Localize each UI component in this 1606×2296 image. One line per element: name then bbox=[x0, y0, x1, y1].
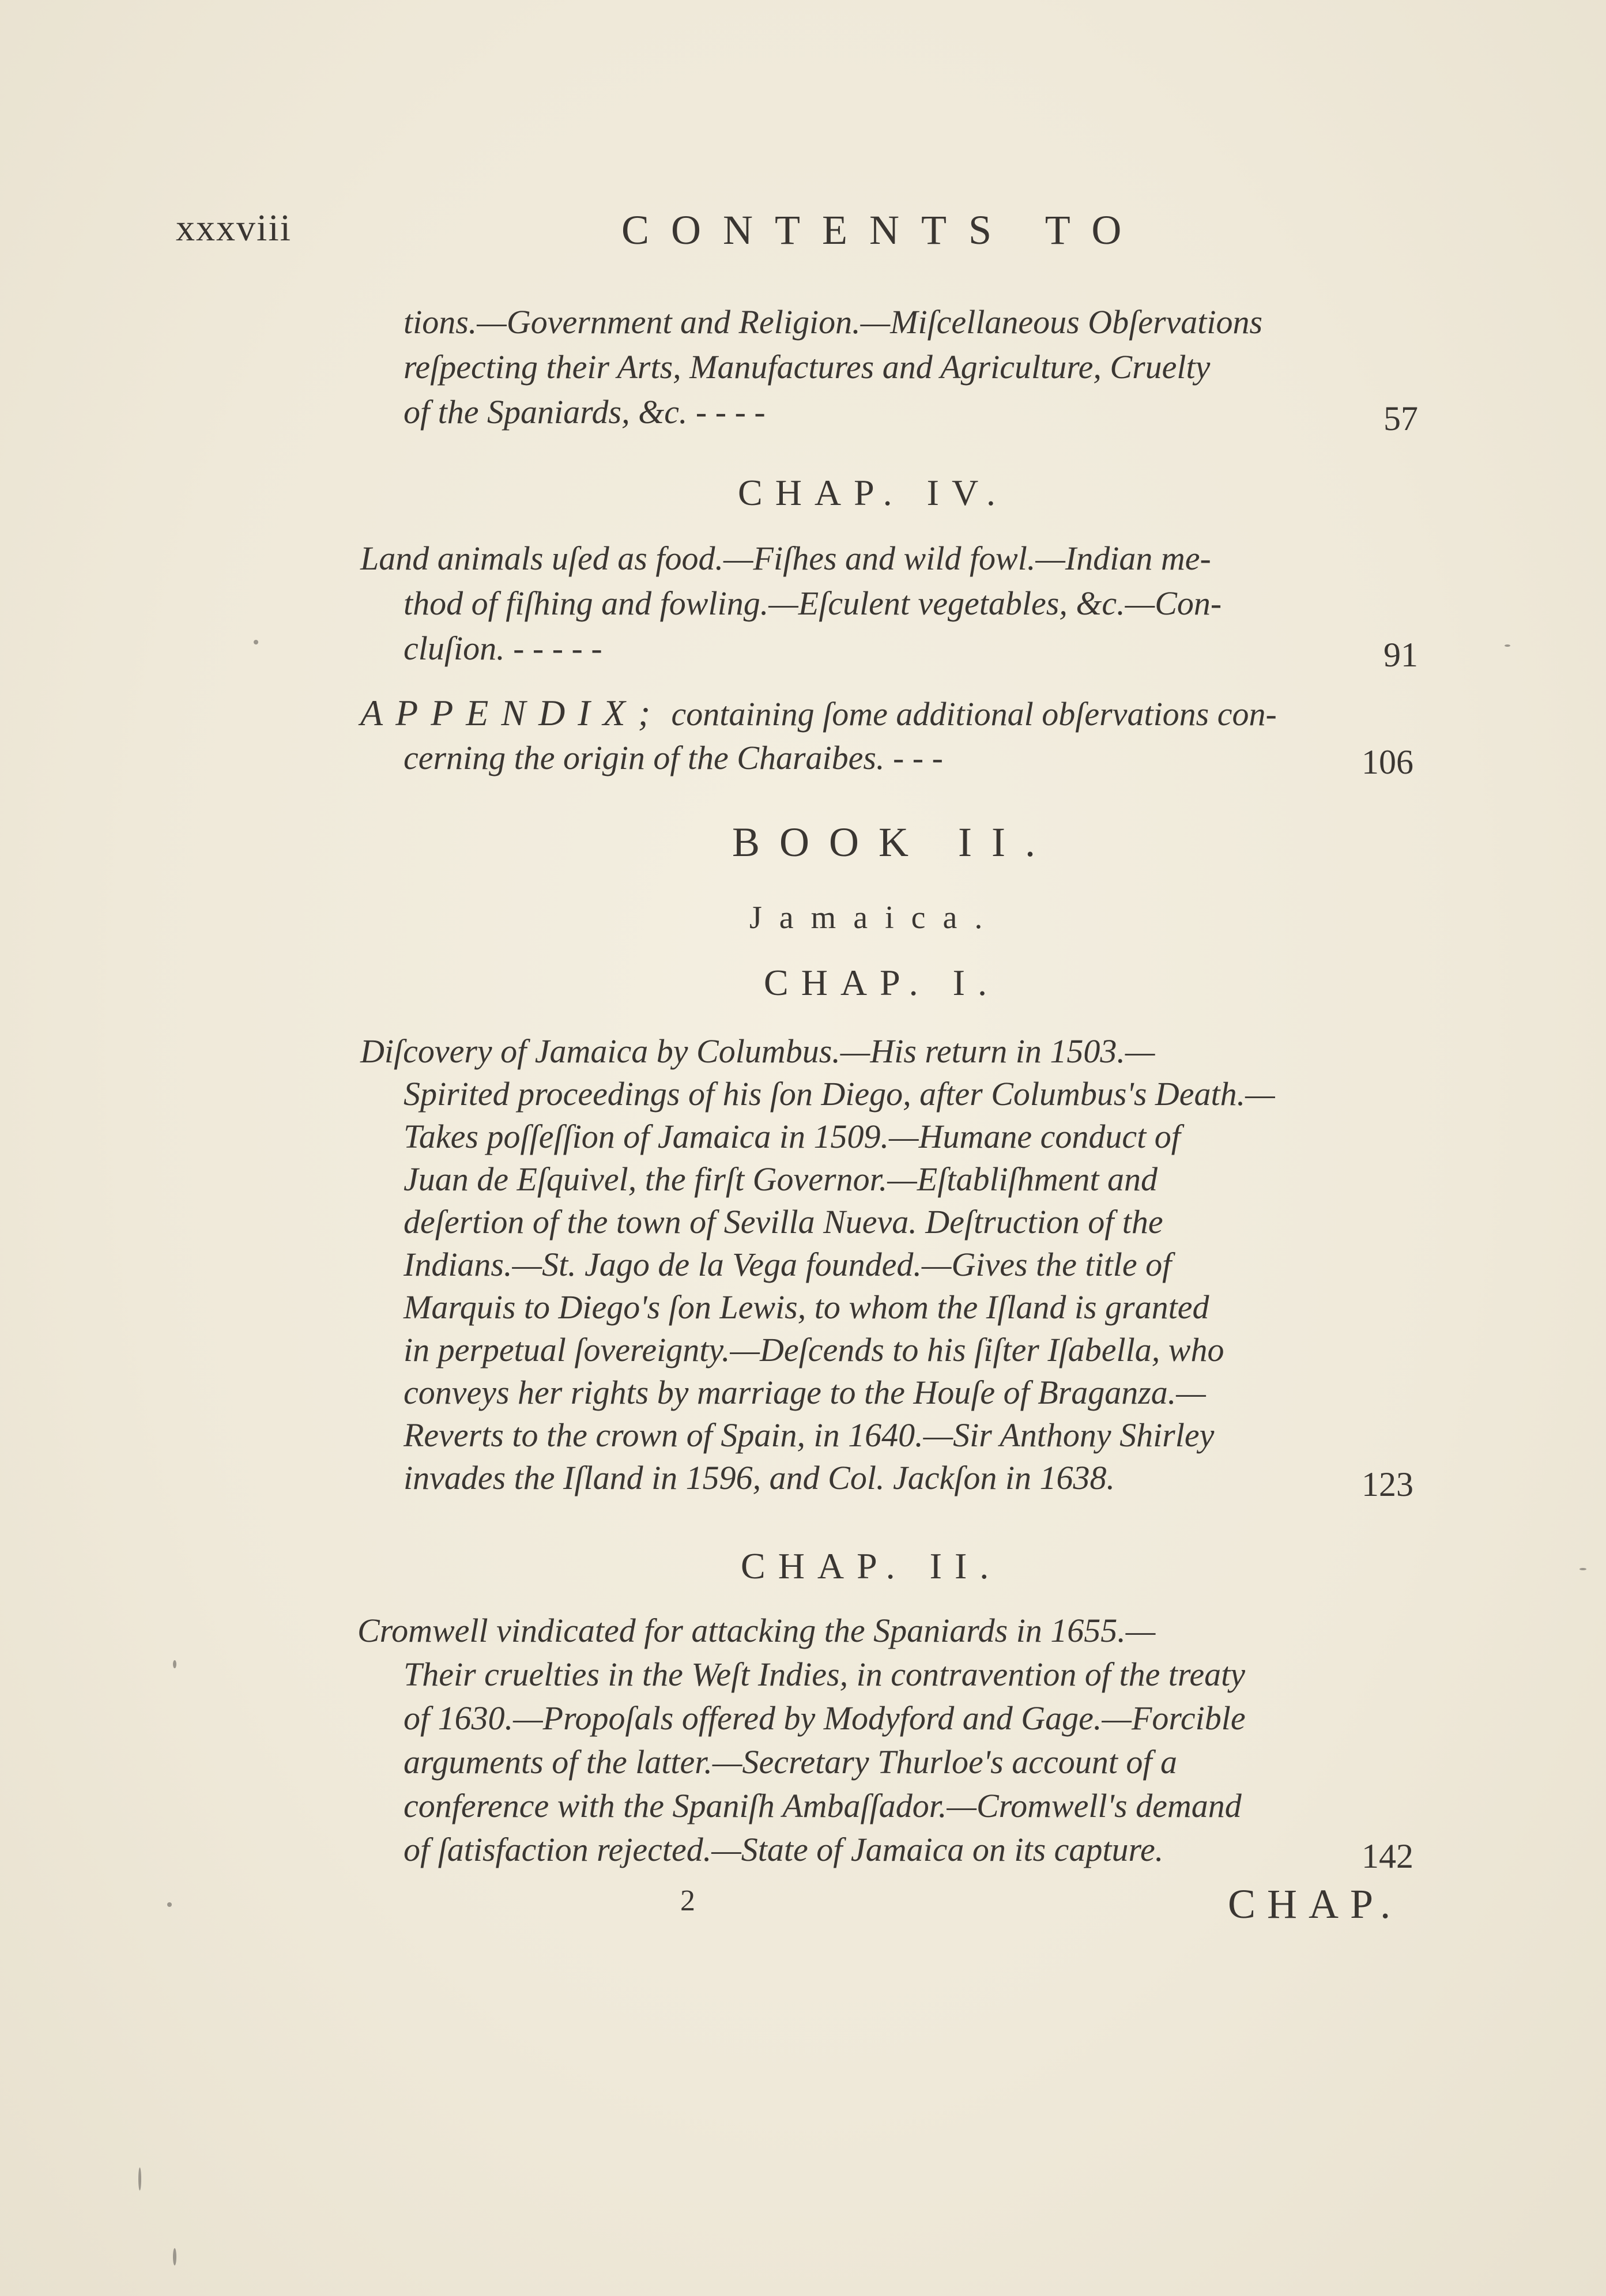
chapter-heading: CHAP. IV. bbox=[738, 472, 1008, 513]
entry-line: conference with the Spaniſh Ambaſſador.—Cromwell's demand bbox=[404, 1787, 1242, 1824]
entry-page-number: 142 bbox=[1362, 1837, 1413, 1875]
entry-page-number: 91 bbox=[1383, 636, 1418, 674]
entry-line: Their cruelties in the Weſt Indies, in contravention of the treaty bbox=[404, 1656, 1245, 1693]
chapter-heading: CHAP. I. bbox=[764, 962, 1000, 1003]
entry-line: invades the Iſland in 1596, and Col. Jackſon in 1638. bbox=[404, 1459, 1115, 1496]
signature-mark: 2 bbox=[680, 1884, 695, 1917]
paper-speck bbox=[1505, 644, 1510, 647]
entry-line: reſpecting their Arts, Manufactures and Agriculture, Cruelty bbox=[404, 348, 1211, 386]
entry-page-number: 57 bbox=[1383, 399, 1418, 438]
running-title: CONTENTS TO bbox=[621, 207, 1144, 253]
entry-line: of the Spaniards, &c. - - - - bbox=[404, 393, 766, 431]
entry-line: Takes poſſeſſion of Jamaica in 1509.—Humane conduct of bbox=[404, 1118, 1181, 1155]
entry-line: cerning the origin of the Charaibes. - - - bbox=[404, 739, 943, 776]
chapter-heading: CHAP. II. bbox=[741, 1545, 1002, 1586]
paper-speck bbox=[173, 2248, 176, 2265]
entry-line: in perpetual ſovereignty.—Deſcends to his ſiſter Iſabella, who bbox=[404, 1331, 1224, 1368]
entry-line: deſertion of the town of Sevilla Nueva. Deſtruction of the bbox=[404, 1203, 1163, 1241]
entry-line: Indians.—St. Jago de la Vega founded.—Gives the title of bbox=[404, 1246, 1172, 1283]
entry-line: Spirited proceedings of his ſon Diego, after Columbus's Death.— bbox=[404, 1075, 1275, 1113]
paper-speck bbox=[254, 640, 258, 644]
entry-line: of ſatisfaction rejected.—State of Jamaica on its capture. bbox=[404, 1831, 1164, 1868]
entry-line: Land animals uſed as food.—Fiſhes and wild fowl.—Indian me- bbox=[360, 540, 1211, 577]
paper-speck bbox=[167, 1902, 172, 1907]
entry-line: Reverts to the crown of Spain, in 1640.—Sir Anthony Shirley bbox=[404, 1416, 1215, 1454]
appendix-heading: APPENDIX; bbox=[360, 692, 663, 733]
book-heading: BOOK II. bbox=[732, 819, 1055, 865]
page-number: xxxviii bbox=[176, 207, 292, 249]
entry-line: Diſcovery of Jamaica by Columbus.—His return in 1503.— bbox=[360, 1032, 1155, 1070]
entry-line: conveys her rights by marriage to the Houſe of Braganza.— bbox=[404, 1374, 1206, 1411]
country-heading: Jamaica. bbox=[749, 900, 1000, 936]
entry-line: Cromwell vindicated for attacking the Spaniards in 1655.— bbox=[357, 1612, 1156, 1649]
entry-page-number: 106 bbox=[1362, 743, 1413, 781]
entry-line: of 1630.—Propoſals offered by Modyford and Gage.—Forcible bbox=[404, 1699, 1246, 1737]
paper-speck bbox=[1579, 1568, 1586, 1570]
entry-line: tions.—Government and Religion.—Miſcellaneous Obſervations bbox=[404, 303, 1263, 341]
entry-line: Marquis to Diego's ſon Lewis, to whom the Iſland is granted bbox=[404, 1288, 1209, 1326]
appendix-line-rest: containing ſome additional obſervations con- bbox=[671, 695, 1277, 733]
catchword: CHAP. bbox=[1228, 1881, 1403, 1927]
entry-line: arguments of the latter.—Secretary Thurloe's account of a bbox=[404, 1743, 1177, 1781]
paper-speck bbox=[138, 2167, 141, 2191]
entry-line: Juan de Eſquivel, the firſt Governor.—Eſtabliſhment and bbox=[404, 1160, 1158, 1198]
entry-line bbox=[360, 691, 1277, 736]
entry-line: thod of fiſhing and fowling.—Eſculent vegetables, &c.—Con- bbox=[404, 585, 1222, 622]
entry-line: cluſion. - - - - - bbox=[404, 629, 602, 667]
entry-page-number: 123 bbox=[1362, 1465, 1413, 1503]
paper-speck bbox=[173, 1660, 176, 1668]
